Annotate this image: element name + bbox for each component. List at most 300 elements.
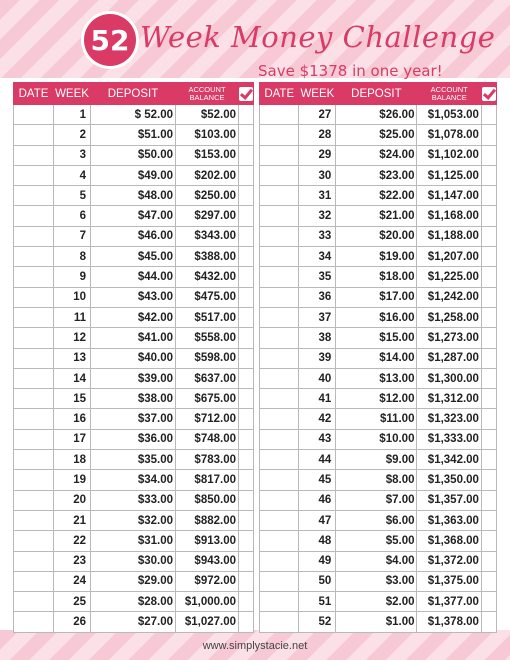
week-count-badge: 52 [84, 14, 136, 66]
date-cell[interactable] [14, 226, 54, 246]
balance-cell: $297.00 [176, 206, 239, 226]
deposit-cell: $42.00 [91, 307, 176, 327]
deposit-cell: $32.00 [91, 510, 176, 530]
balance-cell: $1,053.00 [417, 105, 481, 125]
table-row [14, 429, 254, 449]
table-row [260, 165, 497, 185]
balance-cell: $103.00 [176, 125, 239, 145]
column-header-account-balance [176, 83, 239, 105]
week-cell: 18 [54, 450, 91, 470]
balance-cell: $748.00 [176, 429, 239, 449]
check-cell[interactable] [239, 571, 254, 591]
check-cell[interactable] [239, 531, 254, 551]
deposit-cell: $30.00 [91, 551, 176, 571]
table-row [14, 206, 254, 226]
balance-cell: $475.00 [176, 287, 239, 307]
date-cell[interactable] [14, 429, 54, 449]
deposit-cell: $3.00 [336, 571, 417, 591]
column-header-week: WEEK [54, 83, 91, 105]
table-row [14, 287, 254, 307]
check-cell[interactable] [481, 368, 496, 388]
deposit-cell: $38.00 [91, 389, 176, 409]
check-cell[interactable] [239, 226, 254, 246]
date-cell[interactable] [260, 125, 299, 145]
date-cell[interactable] [260, 409, 299, 429]
balance-cell: $1,333.00 [417, 429, 481, 449]
date-cell[interactable] [14, 450, 54, 470]
week-cell: 27 [299, 105, 336, 125]
deposit-cell: $13.00 [336, 368, 417, 388]
week-cell: 34 [299, 247, 336, 267]
check-cell[interactable] [239, 307, 254, 327]
date-cell[interactable] [14, 409, 54, 429]
week-cell: 26 [54, 612, 91, 632]
date-cell[interactable] [260, 145, 299, 165]
balance-cell: $1,225.00 [417, 267, 481, 287]
balance-cell: $1,323.00 [417, 409, 481, 429]
column-header-date: DATE [14, 83, 54, 105]
check-cell[interactable] [481, 450, 496, 470]
date-cell[interactable] [260, 348, 299, 368]
check-cell[interactable] [239, 206, 254, 226]
date-cell[interactable] [260, 226, 299, 246]
column-header-check [481, 83, 496, 105]
checkmark-icon [239, 87, 253, 101]
check-cell[interactable] [481, 125, 496, 145]
deposit-cell: $19.00 [336, 247, 417, 267]
table-row [14, 510, 254, 530]
check-cell[interactable] [481, 206, 496, 226]
date-cell[interactable] [260, 206, 299, 226]
week-cell: 3 [54, 145, 91, 165]
check-cell[interactable] [481, 612, 496, 632]
week-cell: 24 [54, 571, 91, 591]
week-cell: 22 [54, 531, 91, 551]
deposit-cell: $24.00 [336, 145, 417, 165]
date-cell[interactable] [260, 267, 299, 287]
balance-cell: $1,368.00 [417, 531, 481, 551]
table-row [14, 165, 254, 185]
balance-cell: $1,378.00 [417, 612, 481, 632]
week-cell: 52 [299, 612, 336, 632]
date-cell[interactable] [14, 368, 54, 388]
week-cell: 51 [299, 592, 336, 612]
deposit-cell: $12.00 [336, 389, 417, 409]
week-cell: 1 [54, 105, 91, 125]
check-cell[interactable] [481, 287, 496, 307]
check-cell[interactable] [239, 450, 254, 470]
table-row [260, 510, 497, 530]
date-cell[interactable] [14, 571, 54, 591]
deposit-cell: $20.00 [336, 226, 417, 246]
date-cell[interactable] [14, 389, 54, 409]
table-row [14, 490, 254, 510]
check-cell[interactable] [481, 186, 496, 206]
deposit-cell: $2.00 [336, 592, 417, 612]
date-cell[interactable] [14, 105, 54, 125]
table-row [14, 125, 254, 145]
table-row [14, 571, 254, 591]
date-cell[interactable] [14, 328, 54, 348]
check-cell[interactable] [481, 348, 496, 368]
check-cell[interactable] [481, 571, 496, 591]
table-row [260, 531, 497, 551]
table-row [14, 247, 254, 267]
check-cell[interactable] [239, 287, 254, 307]
table-row [260, 551, 497, 571]
table-row [260, 368, 497, 388]
check-cell[interactable] [239, 186, 254, 206]
deposit-cell: $10.00 [336, 429, 417, 449]
deposit-cell: $44.00 [91, 267, 176, 287]
check-cell[interactable] [481, 307, 496, 327]
date-cell[interactable] [260, 490, 299, 510]
deposit-cell: $40.00 [91, 348, 176, 368]
balance-cell: $1,125.00 [417, 165, 481, 185]
deposit-cell: $50.00 [91, 145, 176, 165]
deposit-cell: $27.00 [91, 612, 176, 632]
date-cell[interactable] [14, 287, 54, 307]
deposit-cell: $29.00 [91, 571, 176, 591]
deposit-cell: $43.00 [91, 287, 176, 307]
date-cell[interactable] [14, 490, 54, 510]
balance-cell: $1,363.00 [417, 510, 481, 530]
deposit-cell: $48.00 [91, 186, 176, 206]
ledger-table-weeks-27-52 [259, 82, 497, 633]
date-cell[interactable] [260, 551, 299, 571]
week-cell: 40 [299, 368, 336, 388]
column-header-balance-line1: ACCOUNT [430, 84, 468, 94]
check-cell[interactable] [239, 267, 254, 287]
column-header-week: WEEK [299, 83, 336, 105]
date-cell[interactable] [14, 125, 54, 145]
date-cell[interactable] [14, 145, 54, 165]
week-cell: 20 [54, 490, 91, 510]
check-cell[interactable] [481, 429, 496, 449]
balance-cell: $637.00 [176, 368, 239, 388]
column-header-deposit: DEPOSIT [336, 83, 417, 105]
date-cell[interactable] [260, 247, 299, 267]
check-cell[interactable] [239, 409, 254, 429]
date-cell[interactable] [14, 186, 54, 206]
check-cell[interactable] [239, 470, 254, 490]
check-cell[interactable] [239, 145, 254, 165]
date-cell[interactable] [260, 510, 299, 530]
week-cell: 46 [299, 490, 336, 510]
ledger-area [13, 82, 497, 636]
deposit-cell: $34.00 [91, 470, 176, 490]
deposit-cell: $6.00 [336, 510, 417, 530]
check-cell[interactable] [239, 429, 254, 449]
check-cell[interactable] [481, 490, 496, 510]
balance-cell: $1,342.00 [417, 450, 481, 470]
date-cell[interactable] [14, 206, 54, 226]
week-cell: 15 [54, 389, 91, 409]
week-cell: 29 [299, 145, 336, 165]
deposit-cell: $1.00 [336, 612, 417, 632]
check-cell[interactable] [239, 328, 254, 348]
deposit-cell: $9.00 [336, 450, 417, 470]
deposit-cell: $18.00 [336, 267, 417, 287]
check-cell[interactable] [239, 165, 254, 185]
week-cell: 23 [54, 551, 91, 571]
balance-cell: $913.00 [176, 531, 239, 551]
table-row [14, 612, 254, 632]
balance-cell: $1,350.00 [417, 470, 481, 490]
date-cell[interactable] [14, 612, 54, 632]
date-cell[interactable] [260, 105, 299, 125]
date-cell[interactable] [14, 531, 54, 551]
week-cell: 6 [54, 206, 91, 226]
deposit-cell: $33.00 [91, 490, 176, 510]
table-row [260, 429, 497, 449]
week-cell: 14 [54, 368, 91, 388]
check-cell[interactable] [239, 592, 254, 612]
balance-cell: $1,377.00 [417, 592, 481, 612]
balance-cell: $598.00 [176, 348, 239, 368]
deposit-cell: $11.00 [336, 409, 417, 429]
balance-cell: $432.00 [176, 267, 239, 287]
check-cell[interactable] [481, 105, 496, 125]
check-cell[interactable] [481, 551, 496, 571]
week-cell: 8 [54, 247, 91, 267]
deposit-cell: $4.00 [336, 551, 417, 571]
date-cell[interactable] [260, 186, 299, 206]
week-cell: 39 [299, 348, 336, 368]
week-cell: 48 [299, 531, 336, 551]
table-row [260, 409, 497, 429]
table-row [260, 450, 497, 470]
check-cell[interactable] [239, 490, 254, 510]
deposit-cell: $ 52.00 [91, 105, 176, 125]
deposit-cell: $21.00 [336, 206, 417, 226]
week-cell: 28 [299, 125, 336, 145]
balance-cell: $882.00 [176, 510, 239, 530]
table-row [14, 592, 254, 612]
table-row [14, 450, 254, 470]
ledger-body-left [14, 105, 254, 633]
date-cell[interactable] [260, 287, 299, 307]
balance-cell: $1,188.00 [417, 226, 481, 246]
table-row [260, 348, 497, 368]
check-cell[interactable] [481, 145, 496, 165]
table-row [14, 551, 254, 571]
date-cell[interactable] [260, 328, 299, 348]
deposit-cell: $22.00 [336, 186, 417, 206]
balance-cell: $1,168.00 [417, 206, 481, 226]
date-cell[interactable] [260, 165, 299, 185]
date-cell[interactable] [14, 470, 54, 490]
date-cell[interactable] [260, 470, 299, 490]
balance-cell: $850.00 [176, 490, 239, 510]
table-row [260, 571, 497, 591]
table-row [14, 348, 254, 368]
week-cell: 49 [299, 551, 336, 571]
balance-cell: $1,287.00 [417, 348, 481, 368]
table-row [14, 531, 254, 551]
check-cell[interactable] [481, 470, 496, 490]
table-row [14, 368, 254, 388]
check-cell[interactable] [481, 510, 496, 530]
check-cell[interactable] [481, 531, 496, 551]
balance-cell: $1,357.00 [417, 490, 481, 510]
ledger-header-row [14, 83, 254, 105]
balance-cell: $1,300.00 [417, 368, 481, 388]
balance-cell: $1,027.00 [176, 612, 239, 632]
column-header-deposit: DEPOSIT [91, 83, 176, 105]
deposit-cell: $26.00 [336, 105, 417, 125]
check-cell[interactable] [239, 105, 254, 125]
balance-cell: $250.00 [176, 186, 239, 206]
balance-cell: $1,078.00 [417, 125, 481, 145]
table-row [260, 328, 497, 348]
check-cell[interactable] [239, 551, 254, 571]
table-row [260, 470, 497, 490]
week-cell: 38 [299, 328, 336, 348]
week-cell: 19 [54, 470, 91, 490]
deposit-cell: $7.00 [336, 490, 417, 510]
date-cell[interactable] [14, 551, 54, 571]
check-cell[interactable] [239, 125, 254, 145]
table-row [260, 389, 497, 409]
week-cell: 43 [299, 429, 336, 449]
deposit-cell: $36.00 [91, 429, 176, 449]
balance-cell: $1,207.00 [417, 247, 481, 267]
table-row [260, 592, 497, 612]
balance-cell: $1,372.00 [417, 551, 481, 571]
table-row [260, 226, 497, 246]
check-cell[interactable] [239, 348, 254, 368]
balance-cell: $1,147.00 [417, 186, 481, 206]
deposit-cell: $17.00 [336, 287, 417, 307]
week-cell: 11 [54, 307, 91, 327]
balance-cell: $972.00 [176, 571, 239, 591]
week-cell: 21 [54, 510, 91, 530]
deposit-cell: $25.00 [336, 125, 417, 145]
week-cell: 45 [299, 470, 336, 490]
deposit-cell: $41.00 [91, 328, 176, 348]
check-cell[interactable] [239, 612, 254, 632]
week-cell: 17 [54, 429, 91, 449]
date-cell[interactable] [260, 389, 299, 409]
balance-cell: $1,273.00 [417, 328, 481, 348]
check-cell[interactable] [239, 368, 254, 388]
table-row [260, 125, 497, 145]
balance-cell: $783.00 [176, 450, 239, 470]
column-header-balance-line1: ACCOUNT [188, 84, 226, 94]
week-cell: 36 [299, 287, 336, 307]
check-cell[interactable] [481, 247, 496, 267]
check-cell[interactable] [239, 510, 254, 530]
week-cell: 30 [299, 165, 336, 185]
check-cell[interactable] [239, 247, 254, 267]
deposit-cell: $14.00 [336, 348, 417, 368]
table-row [260, 186, 497, 206]
deposit-cell: $39.00 [91, 368, 176, 388]
balance-cell: $712.00 [176, 409, 239, 429]
deposit-cell: $45.00 [91, 247, 176, 267]
date-cell[interactable] [260, 307, 299, 327]
deposit-cell: $28.00 [91, 592, 176, 612]
table-row [260, 612, 497, 632]
check-cell[interactable] [481, 389, 496, 409]
date-cell[interactable] [14, 165, 54, 185]
balance-cell: $1,258.00 [417, 307, 481, 327]
balance-cell: $343.00 [176, 226, 239, 246]
date-cell[interactable] [14, 510, 54, 530]
check-cell[interactable] [239, 389, 254, 409]
date-cell[interactable] [14, 307, 54, 327]
date-cell[interactable] [260, 592, 299, 612]
table-row [14, 186, 254, 206]
deposit-cell: $5.00 [336, 531, 417, 551]
page-title: Week Money Challenge [140, 20, 496, 54]
date-cell[interactable] [260, 571, 299, 591]
check-cell[interactable] [481, 165, 496, 185]
week-cell: 7 [54, 226, 91, 246]
date-cell[interactable] [260, 612, 299, 632]
balance-cell: $52.00 [176, 105, 239, 125]
check-cell[interactable] [481, 592, 496, 612]
week-cell: 35 [299, 267, 336, 287]
column-header-date: DATE [260, 83, 299, 105]
balance-cell: $675.00 [176, 389, 239, 409]
check-cell[interactable] [481, 409, 496, 429]
column-header-account-balance [417, 83, 481, 105]
week-cell: 9 [54, 267, 91, 287]
week-cell: 16 [54, 409, 91, 429]
date-cell[interactable] [260, 429, 299, 449]
ledger-body-right [260, 105, 497, 633]
check-cell[interactable] [481, 328, 496, 348]
balance-cell: $1,242.00 [417, 287, 481, 307]
date-cell[interactable] [260, 450, 299, 470]
week-cell: 13 [54, 348, 91, 368]
check-cell[interactable] [481, 226, 496, 246]
table-row [260, 145, 497, 165]
balance-cell: $1,102.00 [417, 145, 481, 165]
balance-cell: $388.00 [176, 247, 239, 267]
week-cell: 5 [54, 186, 91, 206]
deposit-cell: $31.00 [91, 531, 176, 551]
deposit-cell: $16.00 [336, 307, 417, 327]
date-cell[interactable] [14, 592, 54, 612]
check-cell[interactable] [481, 267, 496, 287]
balance-cell: $1,000.00 [176, 592, 239, 612]
date-cell[interactable] [14, 348, 54, 368]
week-cell: 2 [54, 125, 91, 145]
date-cell[interactable] [260, 368, 299, 388]
deposit-cell: $35.00 [91, 450, 176, 470]
week-cell: 37 [299, 307, 336, 327]
ledger-header-row [260, 83, 497, 105]
column-header-balance-line2: BALANCE [431, 92, 467, 102]
deposit-cell: $15.00 [336, 328, 417, 348]
table-row [260, 490, 497, 510]
table-row [14, 105, 254, 125]
week-cell: 4 [54, 165, 91, 185]
table-row [14, 328, 254, 348]
date-cell[interactable] [14, 267, 54, 287]
title-area [0, 4, 510, 68]
week-cell: 25 [54, 592, 91, 612]
page-subtitle: Save $1378 in one year! [258, 62, 443, 80]
footer-url: www.simplystacie.net [202, 640, 308, 652]
date-cell[interactable] [14, 247, 54, 267]
deposit-cell: $23.00 [336, 165, 417, 185]
week-cell: 10 [54, 287, 91, 307]
date-cell[interactable] [260, 531, 299, 551]
